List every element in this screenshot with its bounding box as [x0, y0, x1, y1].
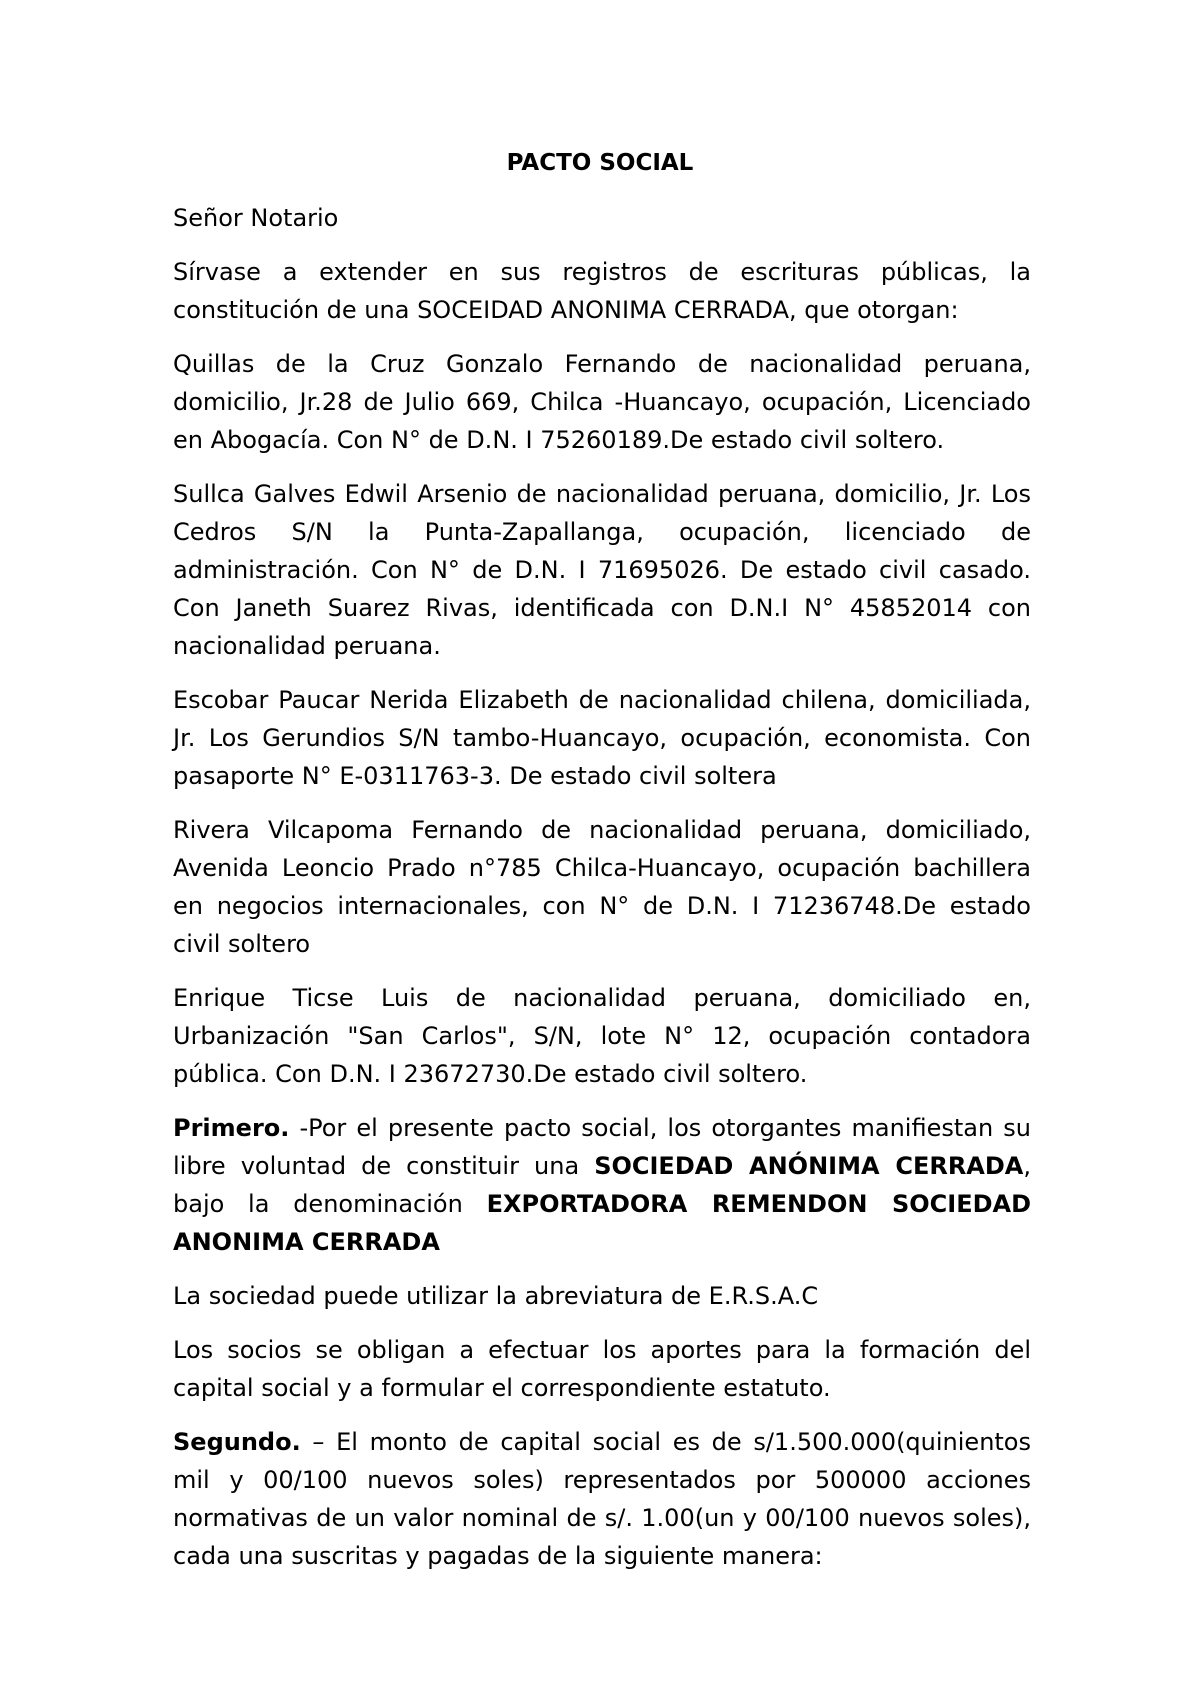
clause-first-company-type: SOCIEDAD ANÓNIMA CERRADA	[594, 1152, 1024, 1180]
clause-first-text-a: -Por el presente pacto social, los otorgantes manifiestan su libre voluntad de constituir una	[173, 1114, 1031, 1180]
partner-paragraph-1: Quillas de la Cruz Gonzalo Fernando de nacionalidad peruana, domicilio, Jr.28 de Julio 669, Chilca -Huancayo, ocupación, Licenciado en Abogacía. Con N° de D.N. I 75260189.De estado civil soltero.	[173, 350, 1031, 454]
clause-first-text-b: , bajo la denominación	[173, 1152, 1032, 1218]
clause-second-label: Segundo.	[173, 1428, 301, 1456]
abbreviation-paragraph: La sociedad puede utilizar la abreviatura de E.R.S.A.C	[173, 1282, 819, 1310]
partner-paragraph-5: Enrique Ticse Luis de nacionalidad peruana, domiciliado en, Urbanización "San Carlos", S/N, lote N° 12, ocupación contadora pública. Con D.N. I 23672730.De estado civil soltero.	[173, 984, 1031, 1088]
obligation-paragraph: Los socios se obligan a efectuar los aportes para la formación del capital social y a formular el correspondiente estatuto.	[173, 1336, 1031, 1402]
document-title: PACTO SOCIAL	[506, 150, 694, 176]
partner-paragraph-4: Rivera Vilcapoma Fernando de nacionalidad peruana, domiciliado, Avenida Leoncio Prado n°785 Chilca-Huancayo, ocupación bachillera en negocios internacionales, con N° de D.N. I 71236748.De estado civil soltero	[173, 816, 1031, 958]
partner-paragraph-3: Escobar Paucar Nerida Elizabeth de nacionalidad chilena, domiciliada, Jr. Los Gerundios S/N tambo-Huancayo, ocupación, economista. Con pasaporte N° E-0311763-3. De estado civil soltera	[173, 686, 1031, 790]
intro-paragraph: Sírvase a extender en sus registros de escrituras públicas, la constitución de una SOCEIDAD ANONIMA CERRADA, que otorgan:	[173, 258, 1031, 324]
clause-first-company-name: EXPORTADORA REMENDON SOCIEDAD ANONIMA CERRADA	[173, 1190, 1032, 1256]
clause-second	[173, 1423, 1031, 1575]
partner-paragraph-2: Sullca Galves Edwil Arsenio de nacionalidad peruana, domicilio, Jr. Los Cedros S/N la Punta-Zapallanga, ocupación, licenciado de administración. Con N° de D.N. I 71695026. De estado civil casado. Con Janeth Suarez Rivas, identificada con D.N.I N° 45852014 con nacionalidad peruana.	[173, 480, 1031, 660]
clause-first	[173, 1109, 1031, 1261]
document-body	[173, 199, 1031, 1591]
clause-first-label: Primero.	[173, 1114, 290, 1142]
clause-second-text: – El monto de capital social es de s/1.500.000(quinientos mil y 00/100 nuevos soles) representados por 500000 acciones normativas de un valor nominal de s/. 1.00(un y 00/100 nuevos soles), cada una suscritas y pagadas de la siguiente manera:	[173, 1428, 1031, 1570]
salutation: Señor Notario	[173, 204, 339, 232]
